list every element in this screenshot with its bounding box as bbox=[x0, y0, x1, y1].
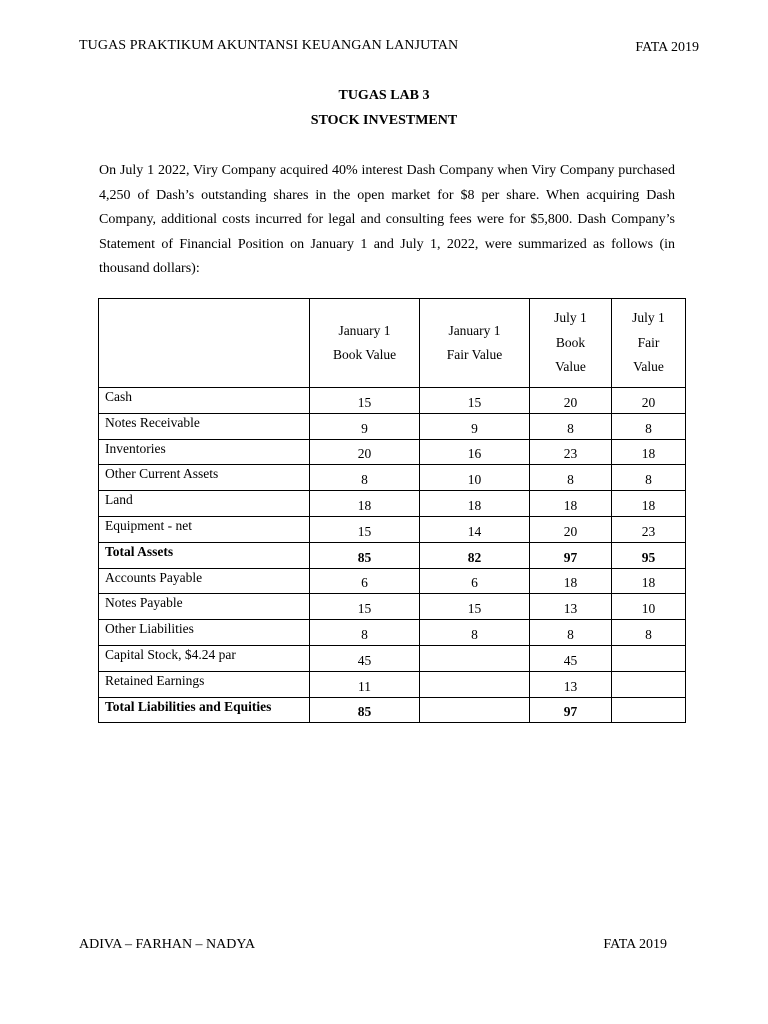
header-course-title: TUGAS PRAKTIKUM AKUNTANSI KEUANGAN LANJUTAN bbox=[79, 38, 459, 53]
value-cell: 95 bbox=[612, 542, 686, 568]
column-header-line: July 1 bbox=[632, 310, 665, 326]
value-cell: 18 bbox=[530, 568, 612, 594]
column-header bbox=[530, 299, 612, 388]
value-cell: 23 bbox=[530, 439, 612, 465]
value-cell: 15 bbox=[310, 594, 420, 620]
value-cell: 8 bbox=[530, 620, 612, 646]
table-row bbox=[99, 568, 686, 594]
value-cell: 23 bbox=[612, 516, 686, 542]
footer-authors: ADIVA – FARHAN – NADYA bbox=[79, 937, 256, 952]
row-label: Other Current Assets bbox=[99, 465, 310, 491]
row-label: Other Liabilities bbox=[99, 620, 310, 646]
value-cell: 10 bbox=[612, 594, 686, 620]
value-cell: 18 bbox=[310, 491, 420, 517]
value-cell: 11 bbox=[310, 671, 420, 697]
value-cell: 20 bbox=[612, 388, 686, 414]
row-label: Notes Payable bbox=[99, 594, 310, 620]
row-label: Total Liabilities and Equities bbox=[99, 697, 310, 723]
table-header-row bbox=[99, 299, 686, 388]
column-header-line: Value bbox=[555, 359, 586, 375]
row-label: Cash bbox=[99, 388, 310, 414]
table-row bbox=[99, 620, 686, 646]
table-row bbox=[99, 542, 686, 568]
value-cell bbox=[612, 645, 686, 671]
value-cell: 8 bbox=[310, 465, 420, 491]
column-header-line: Book bbox=[555, 334, 586, 350]
header-year: FATA 2019 bbox=[635, 40, 699, 55]
value-cell: 14 bbox=[420, 516, 530, 542]
value-cell: 18 bbox=[612, 439, 686, 465]
value-cell bbox=[612, 697, 686, 723]
value-cell: 20 bbox=[310, 439, 420, 465]
value-cell: 85 bbox=[310, 542, 420, 568]
table-row bbox=[99, 439, 686, 465]
problem-paragraph: On July 1 2022, Viry Company acquired 40% interest Dash Company when Viry Company purchased 4,250 of Dash’s outstanding shares in the open market for $8 per share. When acquiring Dash Company, additional costs incurred for legal and consulting fees were for $5,800. Dash Company’s Statement of Financial Position on January 1 and July 1, 2022, were summarized as follows (in thousand dollars): bbox=[99, 163, 675, 276]
row-label: Land bbox=[99, 491, 310, 517]
column-header bbox=[420, 299, 530, 388]
column-header-line: Fair Value bbox=[446, 347, 503, 362]
value-cell: 6 bbox=[310, 568, 420, 594]
value-cell: 18 bbox=[420, 491, 530, 517]
value-cell: 8 bbox=[612, 465, 686, 491]
column-header-line: July 1 bbox=[554, 310, 587, 326]
value-cell: 97 bbox=[530, 697, 612, 723]
assignment-title: TUGAS LAB 3 bbox=[338, 88, 430, 103]
row-label: Inventories bbox=[99, 439, 310, 465]
row-label: Equipment - net bbox=[99, 516, 310, 542]
value-cell: 8 bbox=[612, 413, 686, 439]
row-label: Total Assets bbox=[99, 542, 310, 568]
value-cell: 6 bbox=[420, 568, 530, 594]
column-header-line: January 1 bbox=[448, 322, 501, 338]
row-label: Accounts Payable bbox=[99, 568, 310, 594]
value-cell: 18 bbox=[530, 491, 612, 517]
value-cell: 15 bbox=[310, 388, 420, 414]
value-cell: 8 bbox=[612, 620, 686, 646]
value-cell: 20 bbox=[530, 516, 612, 542]
value-cell: 9 bbox=[420, 413, 530, 439]
value-cell: 8 bbox=[530, 413, 612, 439]
table-body bbox=[99, 388, 686, 723]
value-cell bbox=[420, 645, 530, 671]
assignment-subtitle: STOCK INVESTMENT bbox=[310, 113, 458, 128]
value-cell: 15 bbox=[310, 516, 420, 542]
value-cell: 85 bbox=[310, 697, 420, 723]
table-row bbox=[99, 697, 686, 723]
value-cell: 82 bbox=[420, 542, 530, 568]
value-cell: 8 bbox=[420, 620, 530, 646]
column-header-line: Book Value bbox=[332, 347, 397, 362]
table-row bbox=[99, 465, 686, 491]
value-cell: 18 bbox=[612, 491, 686, 517]
header-cell-blank bbox=[99, 299, 310, 388]
value-cell bbox=[420, 697, 530, 723]
value-cell bbox=[420, 671, 530, 697]
value-cell: 18 bbox=[612, 568, 686, 594]
value-cell: 8 bbox=[530, 465, 612, 491]
table-row bbox=[99, 388, 686, 414]
value-cell: 13 bbox=[530, 671, 612, 697]
row-label: Retained Earnings bbox=[99, 671, 310, 697]
table-row bbox=[99, 645, 686, 671]
table-row bbox=[99, 671, 686, 697]
value-cell: 45 bbox=[310, 645, 420, 671]
value-cell: 15 bbox=[420, 388, 530, 414]
table-row bbox=[99, 594, 686, 620]
value-cell: 15 bbox=[420, 594, 530, 620]
value-cell: 16 bbox=[420, 439, 530, 465]
column-header-line: January 1 bbox=[338, 322, 391, 338]
column-header-line: Value bbox=[633, 359, 664, 375]
table-row bbox=[99, 491, 686, 517]
value-cell: 9 bbox=[310, 413, 420, 439]
value-cell bbox=[612, 671, 686, 697]
column-header-line: Fair bbox=[637, 334, 660, 350]
table-row bbox=[99, 516, 686, 542]
value-cell: 45 bbox=[530, 645, 612, 671]
value-cell: 13 bbox=[530, 594, 612, 620]
table-row bbox=[99, 413, 686, 439]
value-cell: 8 bbox=[310, 620, 420, 646]
value-cell: 10 bbox=[420, 465, 530, 491]
column-header bbox=[612, 299, 686, 388]
row-label: Capital Stock, $4.24 par bbox=[99, 645, 310, 671]
financial-position-table bbox=[98, 298, 686, 723]
value-cell: 97 bbox=[530, 542, 612, 568]
column-header bbox=[310, 299, 420, 388]
value-cell: 20 bbox=[530, 388, 612, 414]
footer-year: FATA 2019 bbox=[603, 937, 667, 952]
row-label: Notes Receivable bbox=[99, 413, 310, 439]
